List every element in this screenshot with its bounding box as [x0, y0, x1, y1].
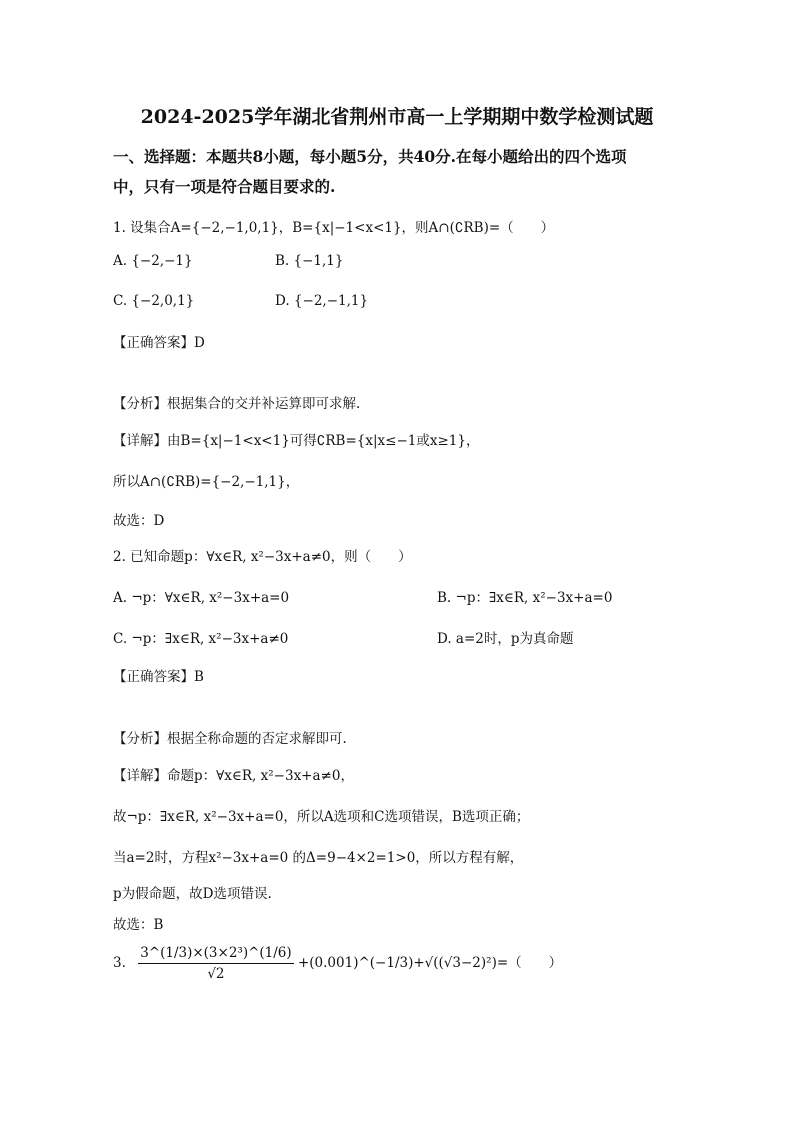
q2-option-a: A. ¬p：∀x∈R, x²−3x+a=0: [113, 590, 290, 606]
q1-option-c: C. {−2,0,1}: [113, 293, 195, 309]
q1-option-a: A. {−2,−1}: [113, 253, 193, 269]
q2-option-d: D. a=2时，p为真命题: [437, 631, 574, 647]
q1-option-d: D. {−2,−1,1}: [275, 293, 369, 309]
section-heading-line1: 一、选择题：本题共8小题，每小题5分，共40分.在每小题给出的四个选项: [113, 147, 627, 166]
q2-choose: 故选：B: [113, 917, 164, 933]
q3-denominator: √2: [207, 966, 225, 982]
q1-detail-2: 所以A∩(∁RB)={−2,−1,1}，: [113, 474, 300, 490]
q1-stem: 1. 设集合A={−2,−1,0,1}，B={x|−1<x<1}，则A∩(∁RB)=（ ）: [113, 220, 555, 236]
q2-stem: 2. 已知命题p：∀x∈R, x²−3x+a≠0，则（ ）: [113, 549, 412, 565]
q1-answer: 【正确答案】D: [113, 335, 205, 351]
q2-detail-2: 故¬p：∃x∈R, x²−3x+a=0，所以A选项和C选项错误，B选项正确；: [113, 809, 530, 825]
q1-option-b: B. {−1,1}: [275, 253, 344, 269]
q3-number: 3.: [113, 955, 126, 971]
q2-option-b: B. ¬p：∃x∈R, x²−3x+a=0: [437, 590, 613, 606]
q1-analysis: 【分析】根据集合的交并补运算即可求解.: [113, 396, 361, 412]
q3-stem: [113, 945, 562, 982]
q2-option-c: C. ¬p：∃x∈R, x²−3x+a≠0: [113, 631, 289, 647]
section-heading-line2: 中，只有一项是符合题目要求的.: [113, 177, 336, 196]
q2-answer: 【正确答案】B: [113, 669, 204, 685]
q3-rest: +(0.001)^(−1/3)+√((√3−2)²)=（ ）: [297, 955, 563, 971]
page-title: 2024-2025学年湖北省荆州市高一上学期期中数学检测试题: [140, 106, 654, 128]
q2-detail: 【详解】命题p：∀x∈R, x²−3x+a≠0，: [113, 768, 354, 784]
q3-numerator: 3^(1/3)×(3×2³)^(1/6): [138, 945, 293, 964]
q1-choose: 故选：D: [113, 513, 165, 529]
q2-detail-4: p为假命题，故D选项错误.: [113, 886, 272, 902]
q2-analysis: 【分析】根据全称命题的否定求解即可.: [113, 731, 347, 747]
q2-detail-3: 当a=2时，方程x²−3x+a=0 的Δ=9−4×2=1>0，所以方程有解，: [113, 850, 524, 866]
q3-fraction: [138, 945, 293, 982]
q1-detail: 【详解】由B={x|−1<x<1}可得∁RB={x|x≤−1或x≥1}，: [113, 433, 480, 449]
